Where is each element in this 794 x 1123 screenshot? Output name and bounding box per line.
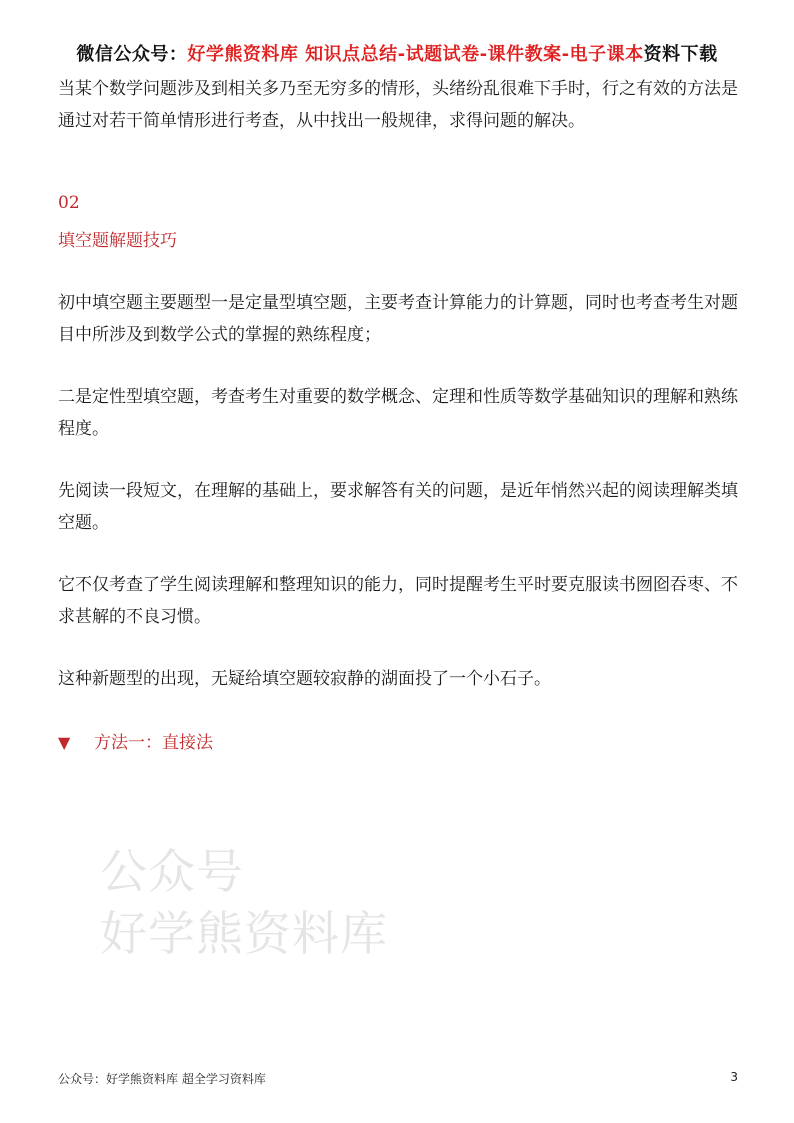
header-red-text: 好学熊资料库 知识点总结-试题试卷-课件教案-电子课本 bbox=[187, 44, 644, 65]
paragraph-5: 它不仅考查了学生阅读理解和整理知识的能力，同时提醒考生平时要克服读书囫囵吞枣、不求甚解的不良习惯。 bbox=[58, 575, 738, 627]
page-number: 3 bbox=[730, 1070, 738, 1084]
watermark-line-2: 好学熊资料库 bbox=[100, 907, 388, 962]
watermark bbox=[100, 842, 388, 966]
triangle-down-icon: ▼ bbox=[58, 733, 71, 752]
paragraph-1: 当某个数学问题涉及到相关多乃至无穷多的情形，头绪纷乱很难下手时，行之有效的方法是通过对若干简单情形进行考查，从中找出一般规律，求得问题的解决。 bbox=[58, 79, 738, 131]
paragraph-6: 这种新题型的出现，无疑给填空题较寂静的湖面投了一个小石子。 bbox=[58, 669, 551, 689]
paragraph-2: 初中填空题主要题型一是定量型填空题，主要考查计算能力的计算题，同时也考查考生对题目中所涉及到数学公式的掌握的熟练程度； bbox=[58, 293, 738, 345]
watermark-line-1: 公众号 bbox=[100, 845, 244, 900]
header-suffix: 资料下载 bbox=[643, 44, 718, 65]
document-body bbox=[58, 73, 738, 759]
method-title: 方法一：直接法 bbox=[94, 733, 213, 753]
method-heading bbox=[58, 727, 738, 759]
footer-text: 公众号：好学熊资料库 超全学习资料库 bbox=[58, 1072, 266, 1086]
paragraph-4: 先阅读一段短文，在理解的基础上，要求解答有关的问题，是近年悄然兴起的阅读理解类填空题。 bbox=[58, 481, 738, 533]
section-title: 填空题解题技巧 bbox=[58, 231, 177, 251]
page-header bbox=[0, 40, 794, 66]
header-prefix: 微信公众号： bbox=[76, 44, 188, 65]
paragraph-3: 二是定性型填空题，考查考生对重要的数学概念、定理和性质等数学基础知识的理解和熟练程度。 bbox=[58, 387, 738, 439]
section-number: 02 bbox=[58, 193, 80, 213]
